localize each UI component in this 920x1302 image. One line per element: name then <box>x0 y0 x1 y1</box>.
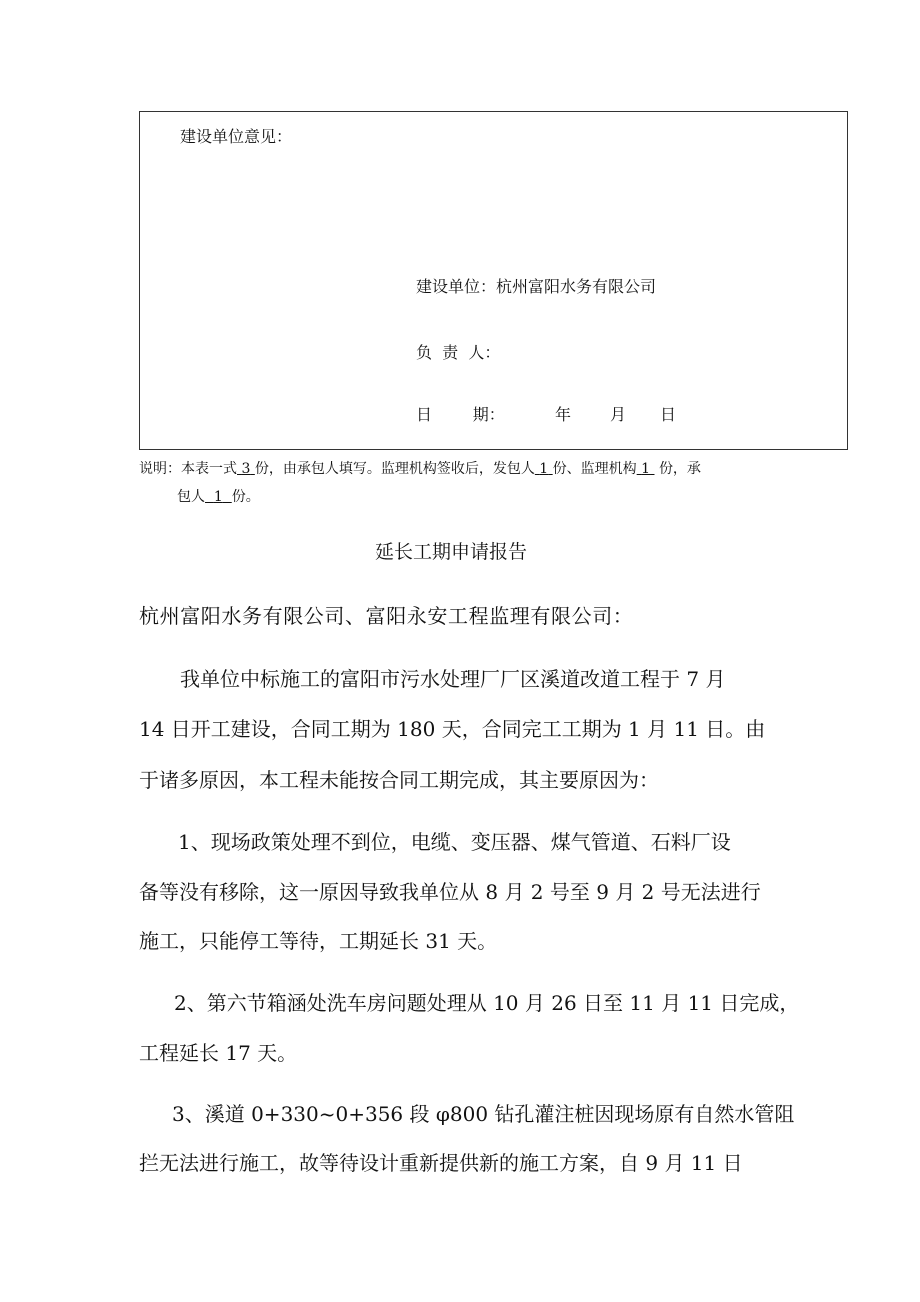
note-line2-suffix: 份。 <box>231 489 260 505</box>
note-line-2 <box>177 486 260 506</box>
report-addressee: 杭州富阳水务有限公司、富阳永安工程监理有限公司： <box>139 604 634 628</box>
copies-issuer: 1 <box>539 461 549 477</box>
report-title: 延长工期申请报告 <box>375 541 528 563</box>
report-line: 2、第六节箱涵处洗车房问题处理从 10 月 26 日至 11 月 11 日完成， <box>174 991 800 1015</box>
note-mid3: 份，承 <box>658 461 701 477</box>
opinion-heading: 建设单位意见： <box>180 127 293 146</box>
note-mid1: 份，由承包人填写。监理机构签收后，发包人 <box>254 461 535 477</box>
copies-total: 3 <box>241 461 251 477</box>
copies-supervisor: 1 <box>641 461 651 477</box>
report-line: 备等没有移除，这一原因导致我单位从 8 月 2 号至 9 月 2 号无法进行 <box>139 880 761 904</box>
report-line: 拦无法进行施工，故等待设计重新提供新的施工方案，自 9 月 11 日 <box>139 1151 743 1175</box>
date-label: 日 期： <box>416 405 505 424</box>
construction-unit-row <box>416 274 656 297</box>
person-in-charge-label: 负 责 人： <box>416 343 501 362</box>
report-line: 施工，只能停工等待，工期延长 31 天。 <box>139 929 498 953</box>
report-line: 于诸多原因，本工程未能按合同工期完成，其主要原因为： <box>139 768 659 792</box>
note-line-1 <box>139 458 701 478</box>
note-mid2: 份、监理机构 <box>552 461 637 477</box>
report-line: 14 日开工建设，合同工期为 180 天，合同完工工期为 1 月 11 日。由 <box>139 717 766 741</box>
note-prefix: 说明：本表一式 <box>139 461 237 477</box>
report-line: 我单位中标施工的富阳市污水处理厂厂区溪道改道工程于 7 月 <box>180 667 726 691</box>
copies-contractor: 1 <box>213 489 223 505</box>
date-month-label: 月 <box>610 405 627 424</box>
report-line: 1、现场政策处理不到位，电缆、变压器、煤气管道、石料厂设 <box>178 830 731 854</box>
construction-unit-value: 杭州富阳水务有限公司 <box>496 277 657 296</box>
note-line2-prefix: 包人 <box>177 489 205 505</box>
date-year-label: 年 <box>555 405 572 424</box>
construction-unit-label: 建设单位： <box>416 277 497 296</box>
report-line: 工程延长 17 天。 <box>139 1041 298 1065</box>
report-line: 3、溪道 0+330~0+356 段 φ800 钻孔灌注桩因现场原有自然水管阻 <box>172 1102 795 1126</box>
date-day-label: 日 <box>660 405 677 424</box>
